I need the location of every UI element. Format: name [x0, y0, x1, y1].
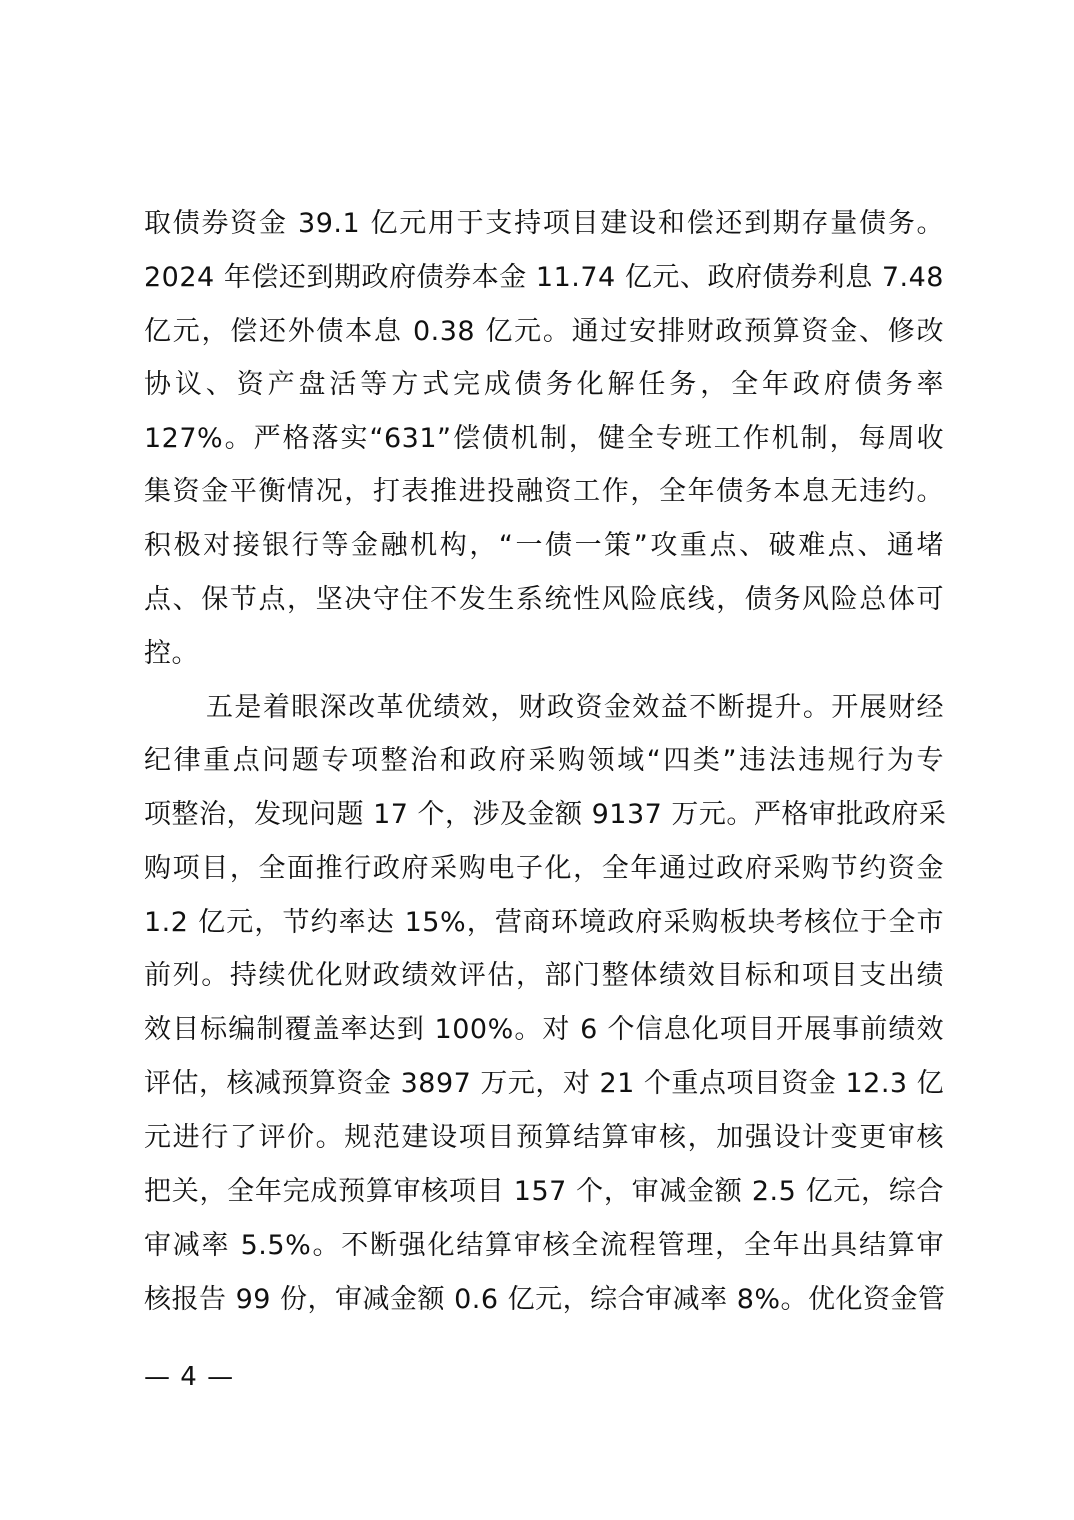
text-line: 效目标编制覆盖率达到 100%。对 6 个信息化项目开展事前绩效: [144, 1014, 944, 1045]
text-line: 核报告 99 份，审减金额 0.6 亿元，综合审减率 8%。优化资金管: [144, 1284, 946, 1315]
text-line: 项整治，发现问题 17 个，涉及金额 9137 万元。严格审批政府采: [144, 799, 947, 830]
text-line: 1.2 亿元，节约率达 15%，营商环境政府采购板块考核位于全市: [144, 907, 944, 938]
text-line: 2024 年偿还到期政府债券本金 11.74 亿元、政府债券利息 7.48: [144, 262, 944, 293]
text-line: 控。: [144, 638, 199, 669]
text-line: 127%。严格落实“631”偿债机制，健全专班工作机制，每周收: [144, 423, 944, 454]
text-line: 亿元，偿还外债本息 0.38 亿元。通过安排财政预算资金、修改: [144, 316, 944, 347]
text-line: 集资金平衡情况，打表推进投融资工作，全年债务本息无违约。: [144, 476, 944, 507]
text-line: 纪律重点问题专项整治和政府采购领域“四类”违法违规行为专: [144, 745, 944, 776]
text-line: 积极对接银行等金融机构，“一债一策”攻重点、破难点、通堵: [144, 530, 944, 561]
page-number: — 4 —: [144, 1362, 235, 1392]
text-line: 五是着眼深改革优绩效，财政资金效益不断提升。开展财经: [206, 692, 944, 723]
text-line: 点、保节点，坚决守住不发生系统性风险底线，债务风险总体可: [144, 584, 944, 615]
text-line: 取债券资金 39.1 亿元用于支持项目建设和偿还到期存量债务。: [144, 208, 944, 239]
text-line: 前列。持续优化财政绩效评估，部门整体绩效目标和项目支出绩: [144, 960, 944, 991]
text-line: 把关，全年完成预算审核项目 157 个，审减金额 2.5 亿元，综合: [144, 1176, 944, 1207]
text-line: 审减率 5.5%。不断强化结算审核全流程管理，全年出具结算审: [144, 1230, 944, 1261]
text-line: 评估，核减预算资金 3897 万元，对 21 个重点项目资金 12.3 亿: [144, 1068, 945, 1099]
text-line: 元进行了评价。规范建设项目预算结算审核，加强设计变更审核: [144, 1122, 944, 1153]
text-line: 购项目，全面推行政府采购电子化，全年通过政府采购节约资金: [144, 853, 944, 884]
text-line: 协议、资产盘活等方式完成债务化解任务，全年政府债务率: [144, 369, 944, 400]
